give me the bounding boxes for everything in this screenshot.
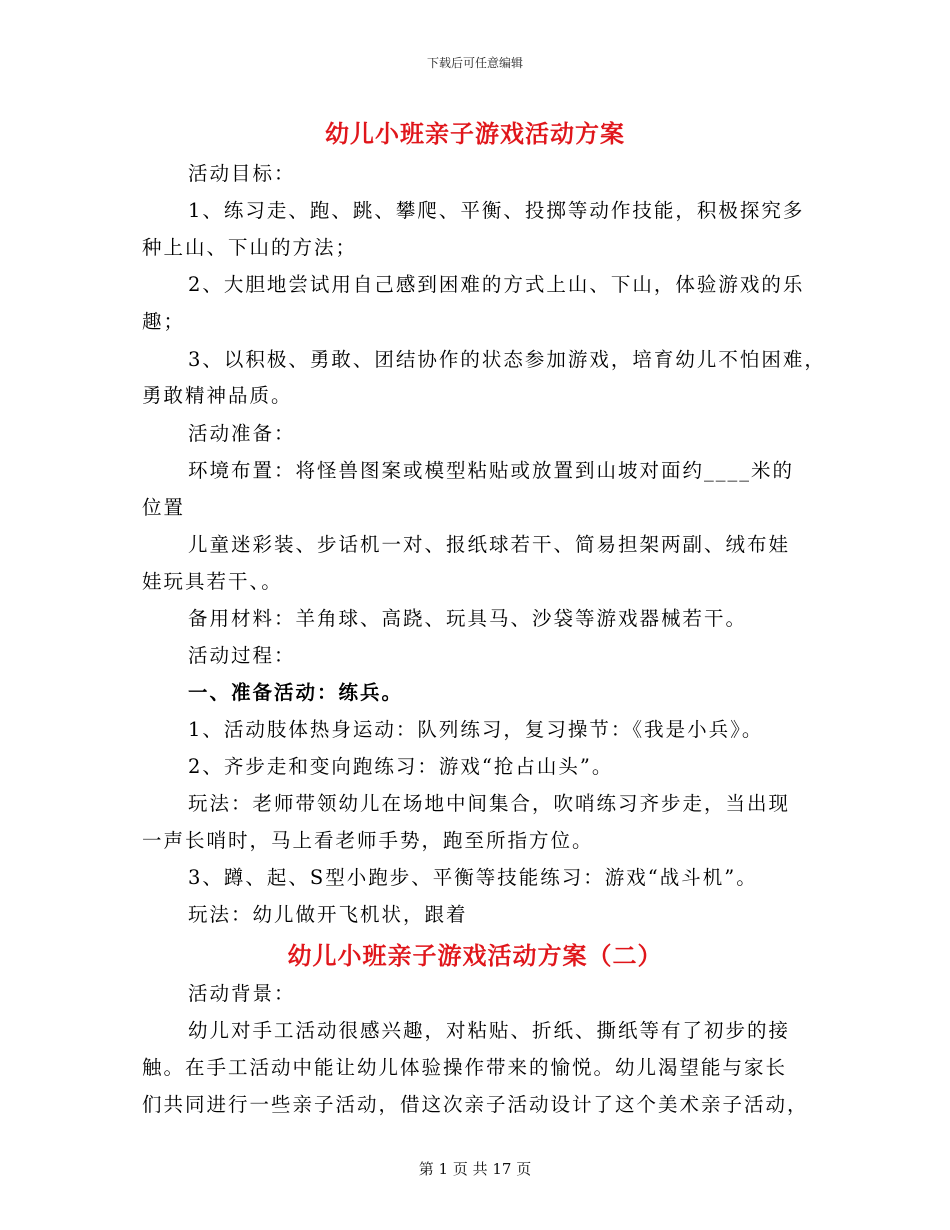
section-heading: 活动背景： xyxy=(188,982,296,1005)
section-heading: 活动过程： xyxy=(188,644,296,667)
paragraph-line: 1、活动肢体热身运动：队列练习，复习操节：《我是小兵》。 xyxy=(188,718,764,741)
paragraph-line: 娃玩具若干、。 xyxy=(142,570,283,593)
document-title: 幼儿小班亲子游戏活动方案 xyxy=(325,119,625,148)
section-heading: 活动准备： xyxy=(188,422,296,445)
section-title: 幼儿小班亲子游戏活动方案（二） xyxy=(287,941,663,970)
paragraph-line: 们共同进行一些亲子活动，借这次亲子活动设计了这个美术亲子活动， xyxy=(142,1093,809,1116)
paragraph-line: 3、蹲、起、S型小跑步、平衡等技能练习：游戏“战斗机”。 xyxy=(188,866,758,889)
paragraph-line: 玩法：老师带领幼儿在场地中间集合，吹哨练习齐步走，当出现 xyxy=(188,792,791,815)
paragraph-line: 2、齐步走和变向跑练习：游戏“抢占山头”。 xyxy=(188,755,614,778)
paragraph-line: 2、大胆地尝试用自己感到困难的方式上山、下山，体验游戏的乐 xyxy=(188,273,805,296)
paragraph-line: 环境布置：将怪兽图案或模型粘贴或放置到山坡对面约____米的 xyxy=(188,459,795,482)
paragraph-line: 3、以积极、勇敢、团结协作的状态参加游戏，培育幼儿不怕困难， xyxy=(188,348,826,371)
paragraph-line: 勇敢精神品质。 xyxy=(142,384,293,407)
header-note: 下载后可任意编辑 xyxy=(426,56,523,70)
paragraph-line: 趣； xyxy=(142,310,186,333)
page-footer: 第 1 页 共 17 页 xyxy=(418,1160,532,1178)
paragraph-line: 1、练习走、跑、跳、攀爬、平衡、投掷等动作技能，积极探究多 xyxy=(188,199,805,222)
section-heading: 活动目标： xyxy=(188,162,296,185)
paragraph-line: 幼儿对手工活动很感兴趣，对粘贴、折纸、撕纸等有了初步的接 xyxy=(188,1019,791,1042)
paragraph-line: 触。在手工活动中能让幼儿体验操作带来的愉悦。幼儿渴望能与家长 xyxy=(142,1056,788,1079)
paragraph-line: 位置 xyxy=(142,496,186,519)
subsection-heading: 一、准备活动：练兵。 xyxy=(188,681,404,704)
paragraph-line: 种上山、下山的方法； xyxy=(142,236,358,259)
paragraph-line: 备用材料：羊角球、高跷、玩具马、沙袋等游戏器械若干。 xyxy=(188,607,748,630)
paragraph-line: 玩法：幼儿做开飞机状，跟着 xyxy=(188,903,468,926)
paragraph-line: 儿童迷彩装、步话机一对、报纸球若干、简易担架两副、绒布娃 xyxy=(188,533,791,556)
paragraph-line: 一声长哨时，马上看老师手势，跑至所指方位。 xyxy=(142,829,594,852)
